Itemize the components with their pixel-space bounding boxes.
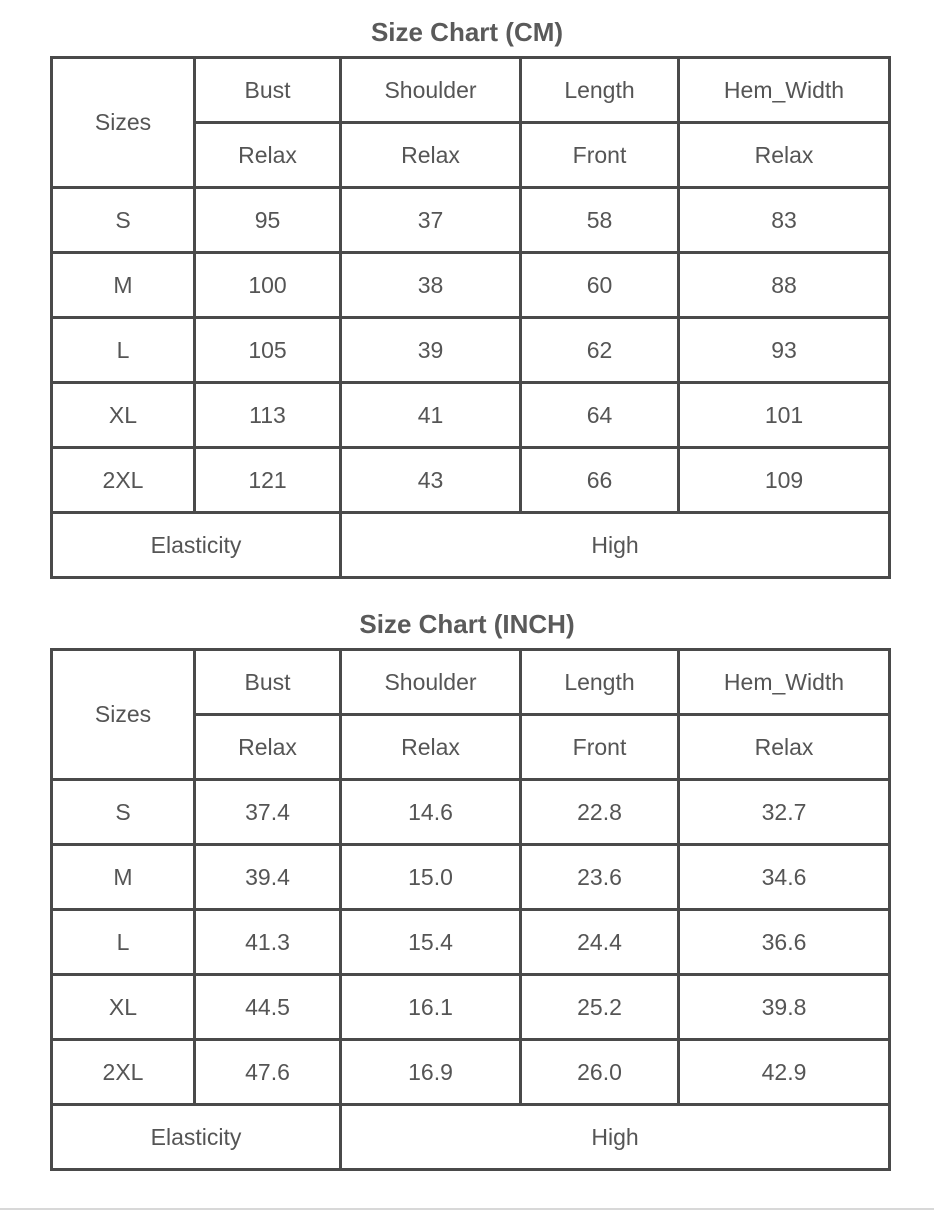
bust-cell: 37.4 xyxy=(195,780,341,845)
hem-width-cell: 39.8 xyxy=(679,975,890,1040)
length-cell: 62 xyxy=(521,318,679,383)
column-header-hem-width: Hem_Width xyxy=(679,58,890,123)
subheader-shoulder: Relax xyxy=(341,715,521,780)
table-row xyxy=(52,780,890,845)
bust-cell: 41.3 xyxy=(195,910,341,975)
header-row xyxy=(52,650,890,715)
bust-cell: 105 xyxy=(195,318,341,383)
subheader-bust: Relax xyxy=(195,123,341,188)
shoulder-cell: 15.4 xyxy=(341,910,521,975)
column-header-length: Length xyxy=(521,58,679,123)
column-header-shoulder: Shoulder xyxy=(341,58,521,123)
shoulder-cell: 41 xyxy=(341,383,521,448)
size-cell: XL xyxy=(52,975,195,1040)
length-cell: 25.2 xyxy=(521,975,679,1040)
hem-width-cell: 101 xyxy=(679,383,890,448)
length-cell: 24.4 xyxy=(521,910,679,975)
hem-width-cell: 83 xyxy=(679,188,890,253)
length-cell: 64 xyxy=(521,383,679,448)
length-cell: 66 xyxy=(521,448,679,513)
footer-row xyxy=(52,513,890,578)
shoulder-cell: 43 xyxy=(341,448,521,513)
elasticity-label: Elasticity xyxy=(52,1105,341,1170)
size-cell: M xyxy=(52,845,195,910)
bust-cell: 47.6 xyxy=(195,1040,341,1105)
header-row xyxy=(52,58,890,123)
elasticity-label: Elasticity xyxy=(52,513,341,578)
size-cell: 2XL xyxy=(52,1040,195,1105)
length-cell: 26.0 xyxy=(521,1040,679,1105)
bust-cell: 44.5 xyxy=(195,975,341,1040)
shoulder-cell: 16.1 xyxy=(341,975,521,1040)
hem-width-cell: 36.6 xyxy=(679,910,890,975)
subheader-shoulder: Relax xyxy=(341,123,521,188)
size-chart-cm-title: Size Chart (CM) xyxy=(370,17,564,47)
shoulder-cell: 39 xyxy=(341,318,521,383)
size-cell: 2XL xyxy=(52,448,195,513)
shoulder-cell: 14.6 xyxy=(341,780,521,845)
table-row xyxy=(52,383,890,448)
hem-width-cell: 32.7 xyxy=(679,780,890,845)
shoulder-cell: 16.9 xyxy=(341,1040,521,1105)
subheader-hem-width: Relax xyxy=(679,715,890,780)
sizes-header: Sizes xyxy=(52,650,195,780)
size-cell: L xyxy=(52,910,195,975)
elasticity-value: High xyxy=(341,513,890,578)
length-cell: 22.8 xyxy=(521,780,679,845)
size-chart-inch-title: Size Chart (INCH) xyxy=(359,609,575,639)
column-header-bust: Bust xyxy=(195,58,341,123)
size-cell: XL xyxy=(52,383,195,448)
table-row xyxy=(52,845,890,910)
page-bottom-divider xyxy=(0,1208,934,1210)
table-row xyxy=(52,910,890,975)
size-chart-inch-table xyxy=(50,648,891,1171)
column-header-bust: Bust xyxy=(195,650,341,715)
column-header-shoulder: Shoulder xyxy=(341,650,521,715)
bust-cell: 95 xyxy=(195,188,341,253)
shoulder-cell: 37 xyxy=(341,188,521,253)
length-cell: 60 xyxy=(521,253,679,318)
hem-width-cell: 34.6 xyxy=(679,845,890,910)
size-cell: L xyxy=(52,318,195,383)
bust-cell: 100 xyxy=(195,253,341,318)
sizes-header: Sizes xyxy=(52,58,195,188)
subheader-length: Front xyxy=(521,123,679,188)
table-row xyxy=(52,253,890,318)
table-row xyxy=(52,448,890,513)
table-row xyxy=(52,1040,890,1105)
elasticity-value: High xyxy=(341,1105,890,1170)
column-header-hem-width: Hem_Width xyxy=(679,650,890,715)
subheader-length: Front xyxy=(521,715,679,780)
size-cell: S xyxy=(52,780,195,845)
length-cell: 23.6 xyxy=(521,845,679,910)
table-row xyxy=(52,975,890,1040)
bust-cell: 121 xyxy=(195,448,341,513)
bust-cell: 39.4 xyxy=(195,845,341,910)
bust-cell: 113 xyxy=(195,383,341,448)
shoulder-cell: 38 xyxy=(341,253,521,318)
hem-width-cell: 109 xyxy=(679,448,890,513)
table-row xyxy=(52,318,890,383)
column-header-length: Length xyxy=(521,650,679,715)
subheader-hem-width: Relax xyxy=(679,123,890,188)
size-cell: S xyxy=(52,188,195,253)
hem-width-cell: 88 xyxy=(679,253,890,318)
length-cell: 58 xyxy=(521,188,679,253)
size-cell: M xyxy=(52,253,195,318)
subheader-bust: Relax xyxy=(195,715,341,780)
table-row xyxy=(52,188,890,253)
footer-row xyxy=(52,1105,890,1170)
hem-width-cell: 42.9 xyxy=(679,1040,890,1105)
hem-width-cell: 93 xyxy=(679,318,890,383)
size-chart-cm-table xyxy=(50,56,891,579)
shoulder-cell: 15.0 xyxy=(341,845,521,910)
